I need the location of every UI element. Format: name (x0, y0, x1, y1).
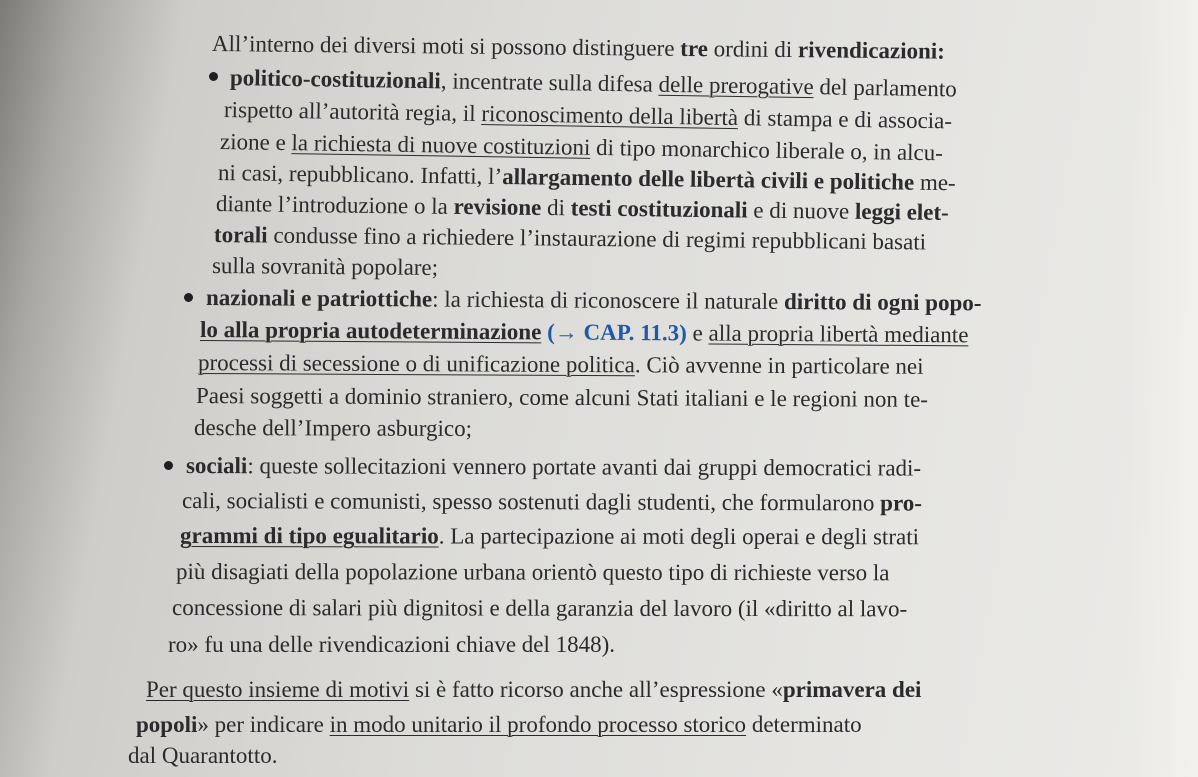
bullet-point-2 (184, 293, 193, 302)
bullet2-line: desche dell’Impero asburgico; (193, 415, 473, 441)
page-edge (1128, 0, 1198, 777)
bullet1-line: politico-costituzionali, incentrate sulla difesa delle prerogative del parlamento (229, 65, 957, 102)
bullet3-line: sociali: queste sollecitazioni vennero portate avanti dai gruppi democratici radi- (185, 453, 922, 481)
bullet2-line: nazionali e patriottiche: la richiesta di riconoscere il naturale diritto di ogni popo- (205, 285, 982, 316)
bullet2-line: Paesi soggetti a dominio straniero, come alcuni Stati italiani e le regioni non te- (195, 383, 929, 412)
bullet3-line: concessione di salari più dignitosi e della garanzia del lavoro (il «diritto al lavo- (171, 595, 908, 622)
bullet1-line: diante l’introduzione o la revisione di testi costituzionali e di nuove leggi elet- (215, 191, 949, 225)
closing-line: dal Quarantotto. (128, 743, 278, 768)
bullet1-line: ni casi, repubblicano. Infatti, l’allargamento delle libertà civili e politiche me- (217, 160, 956, 196)
bullet1-line: torali condusse fino a richiedere l’instaurazione di regimi repubblicani basati (213, 222, 927, 255)
bullet1-line: sulla sovranità popolare; (211, 253, 439, 280)
bullet1-line: rispetto all’autorità regia, il riconoscimento della libertà di stampa e di associa- (223, 97, 953, 134)
bullet3-line: ro» fu una delle rivendicazioni chiave del 1848). (168, 632, 616, 657)
bullet3-line: cali, socialisti e comunisti, spesso sostenuti dagli studenti, che formularono pro- (181, 488, 922, 516)
bullet1-line: zione e la richiesta di nuove costituzioni di tipo monarchico liberale o, in alcu- (219, 129, 944, 166)
bullet3-line: grammi di tipo egualitario. La partecipazione ai moti degli operai e degli strati (179, 523, 920, 550)
closing-line: popoli» per indicare in modo unitario il profondo processo storico determinato (136, 712, 862, 737)
bullet3-line: più disagiati della popolazione urbana orientò questo tipo di richieste verso la (175, 559, 890, 586)
bullet2-line: lo alla propria autodeterminazione (→ CAP. 11.3) e alla propria libertà mediante (199, 317, 969, 348)
bullet-point-1 (209, 72, 218, 81)
bullet-point-3 (164, 461, 173, 470)
closing-line: Per questo insieme di motivi si è fatto ricorso anche all’espressione «primavera dei (146, 677, 922, 702)
bullet2-line: processi di secessione o di unificazione politica. Ciò avvenne in particolare nei (197, 350, 924, 379)
intro-line: All’interno dei diversi moti si possono distinguere tre ordini di rivendicazioni: (211, 31, 946, 64)
